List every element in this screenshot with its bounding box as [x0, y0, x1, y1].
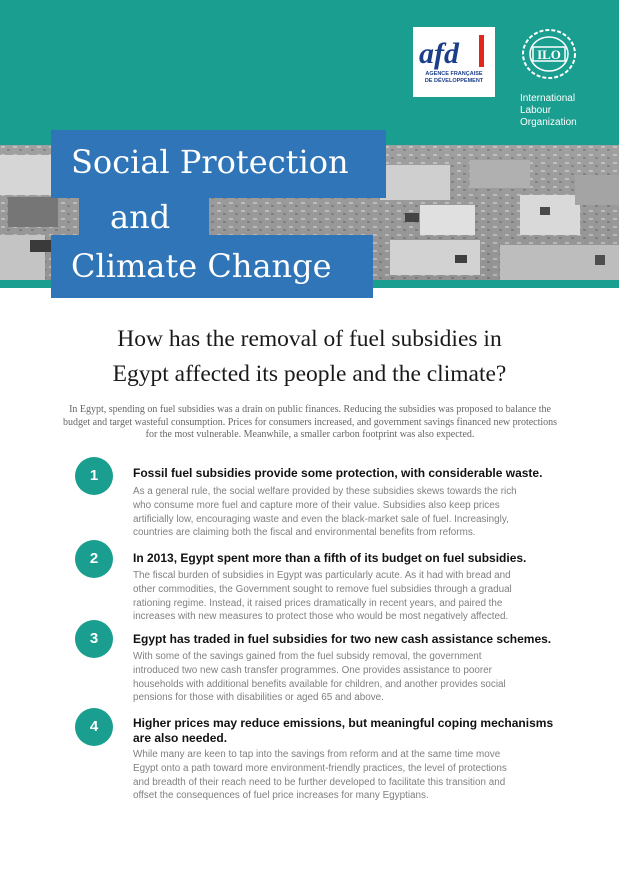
number-badge: 1 [75, 457, 113, 495]
title-line-3: Climate Change [71, 247, 332, 285]
afd-logo-line1: AGENCE FRANÇAISE [425, 71, 483, 77]
point-heading: Egypt has traded in fuel subsidies for two new cash assistance schemes. [133, 632, 552, 646]
afd-logo [413, 27, 495, 97]
point-heading: In 2013, Egypt spent more than a fifth of its budget on fuel subsidies. [133, 551, 527, 565]
number-badge: 2 [75, 540, 113, 578]
point-heading: Fossil fuel subsidies provide some protection, with considerable waste. [133, 466, 543, 480]
afd-logo-mark [417, 31, 491, 71]
point-heading: Higher prices may reduce emissions, but meaningful coping mechanisms are also needed. [133, 716, 554, 745]
intro-paragraph: In Egypt, spending on fuel subsidies was a drain on public finances. Reducing the subsidies was proposed to balance the budget and target wasteful consumption. Prices for consumers increased, and government savings financed new protections for the most vulnerable. Meanwhile, a smaller carbon footprint was also expected. [62, 404, 558, 440]
question-heading: How has the removal of fuel subsidies in Egypt affected its people and the climate? [112, 326, 507, 387]
title-line-1: Social Protection [71, 143, 349, 181]
afd-logo-line2: DE DÉVELOPPEMENT [424, 78, 484, 84]
point-body: The fiscal burden of subsidies in Egypt was particularly acute. As it had with bread and other commodities, the Government sought to remove fuel subsidies through a gradual rationing regime. Instead, it raised prices dramatically in recent years, and paired the increases with new measures to protect those who would be most negatively affected. [133, 570, 512, 623]
number-badge: 4 [75, 708, 113, 746]
point-body: With some of the savings gained from the fuel subsidy removal, the government introduced two new cash transfer programmes. One provides assistance to poorer households with additional benefits available for children, and another provides social pensions for those with disabilities or aged 65 and above. [133, 651, 506, 704]
ilo-emblem-text: ILO [537, 47, 561, 62]
number-badge: 3 [75, 620, 113, 658]
ilo-emblem [517, 27, 581, 85]
title-line-2: and [110, 198, 171, 236]
svg-text:afd: afd [419, 37, 459, 70]
ilo-organization-name: International Labour Organization [520, 93, 577, 128]
point-body: While many are keen to tap into the savings from reform and at the same time move Egypt onto a path toward more environment-friendly practices, the level of protections and breadth of their reach need to be further developed to facilitate this transition and offset the consequences of fuel price increases for many Egyptians. [133, 749, 507, 802]
point-body: As a general rule, the social welfare provided by these subsidies skews towards the rich who consume more fuel and capture more of their value. Subsidies also keep prices artificially low, encouraging waste and even the black-market sale of fuel. Increasingly, countries are claiming both the fiscal and environmental benefits from reforms. [133, 486, 517, 539]
